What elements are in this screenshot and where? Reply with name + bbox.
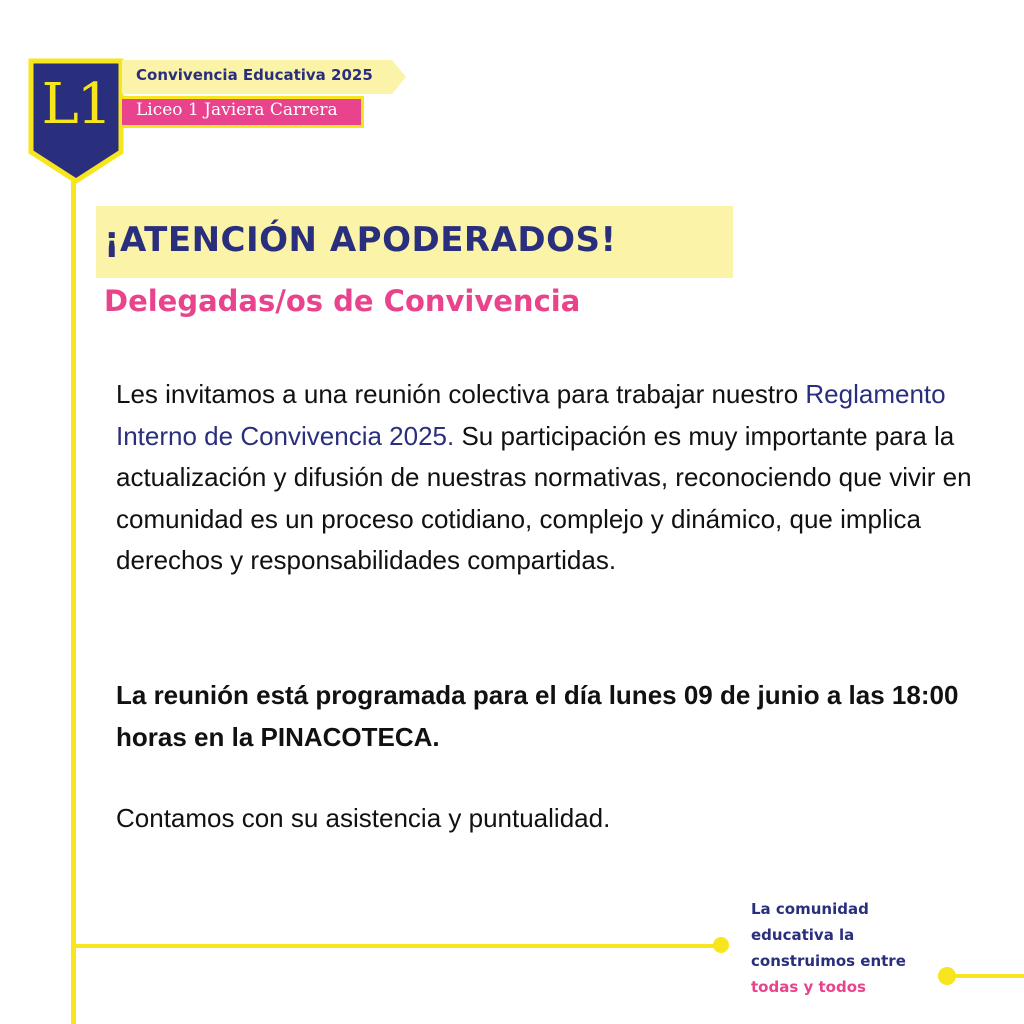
closing-text: Contamos con su asistencia y puntualidad. bbox=[116, 803, 611, 833]
bottom-accent-line bbox=[71, 944, 721, 948]
program-label: Convivencia Educativa 2025 bbox=[136, 66, 373, 84]
accent-dot bbox=[713, 937, 729, 953]
slogan-line: educativa la bbox=[751, 926, 855, 944]
invitation-text-start: Les invitamos a una reunión colectiva para trabajar nuestro bbox=[116, 379, 806, 409]
slogan-line: construimos entre bbox=[751, 952, 906, 970]
vertical-accent-line bbox=[71, 170, 76, 1024]
page-subtitle: Delegadas/os de Convivencia bbox=[104, 284, 581, 318]
page-title: ¡ATENCIÓN APODERADOS! bbox=[104, 220, 617, 260]
logo-text: L1 bbox=[41, 72, 111, 137]
school-label: Liceo 1 Javiera Carrera bbox=[136, 100, 338, 120]
slogan-line-highlight: todas y todos bbox=[751, 978, 866, 996]
invitation-paragraph bbox=[116, 374, 976, 582]
slogan-accent-line bbox=[948, 974, 1024, 978]
invitation-text-end: Su participación es muy importante para la actualización y difusión de nuestras normativas, reconociendo que vivir en comunidad es un proceso cotidiano, complejo y dinámico, que implica derechos y responsabilidades compartidas. bbox=[116, 420, 972, 575]
regulation-highlight: Reglamento Interno de Convivencia 2025. bbox=[116, 379, 946, 451]
meeting-details: La reunión está programada para el día lunes 09 de junio a las 18:00 horas en la PINACOTECA. bbox=[116, 680, 959, 752]
slogan-line: La comunidad bbox=[751, 900, 869, 918]
slogan bbox=[751, 896, 941, 1000]
